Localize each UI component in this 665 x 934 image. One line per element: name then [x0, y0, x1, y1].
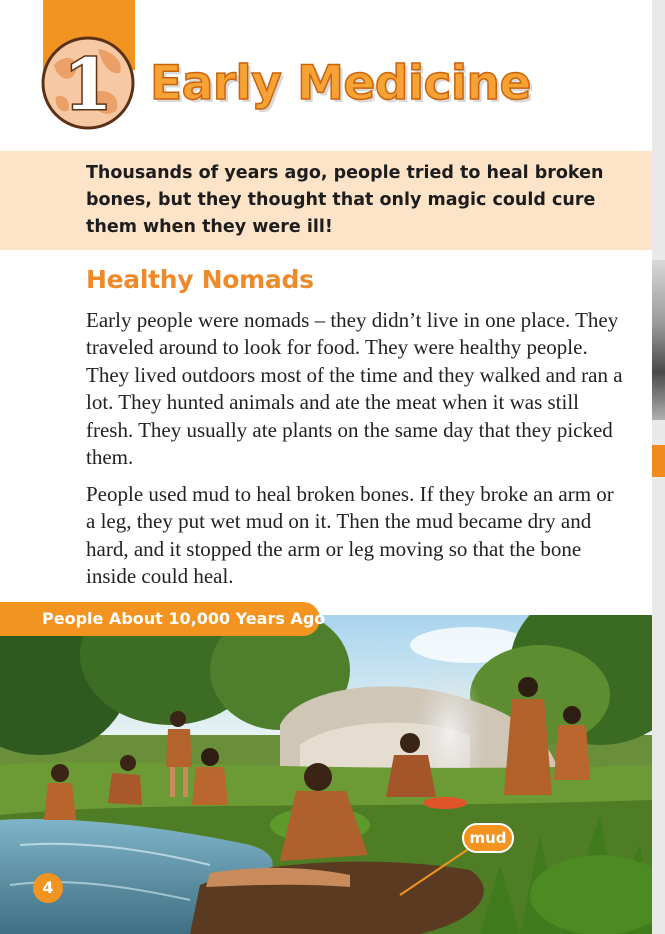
intro-text: Thousands of years ago, people tried to heal broken bones, but they thought that only magic could cure them when they were ill! — [86, 163, 604, 237]
illustration-caption: People About 10,000 Years Ago — [42, 609, 326, 628]
nomads-illustration — [0, 615, 652, 934]
section-heading: Healthy Nomads — [86, 265, 314, 294]
figure-child-stream — [192, 748, 228, 805]
adjacent-page-photo-edge — [652, 260, 665, 420]
chapter-number-badge — [40, 35, 136, 131]
adjacent-page-orange-tab — [652, 445, 665, 477]
body-paragraph: Early people were nomads – they didn’t live in one place. They traveled around to look for food. They were healthy people. They lived outdoors most of the time and they walked and ran a lot. They hunted animals and ate the meat when it was still fresh. They usually ate plants on the same day that they picked them. — [86, 308, 623, 470]
chapter-title: Early Medicine — [150, 56, 531, 111]
mud-label: mud — [462, 823, 514, 853]
body-paragraph: People used mud to heal broken bones. If they broke an arm or a leg, they put wet mud on it. Then the mud became dry and hard, and it stopped the arm or leg moving so that the bone inside could heal. — [86, 482, 614, 589]
chapter-number: 1 — [63, 43, 113, 126]
page-number: 4 — [33, 873, 63, 903]
fire-food — [423, 797, 467, 809]
